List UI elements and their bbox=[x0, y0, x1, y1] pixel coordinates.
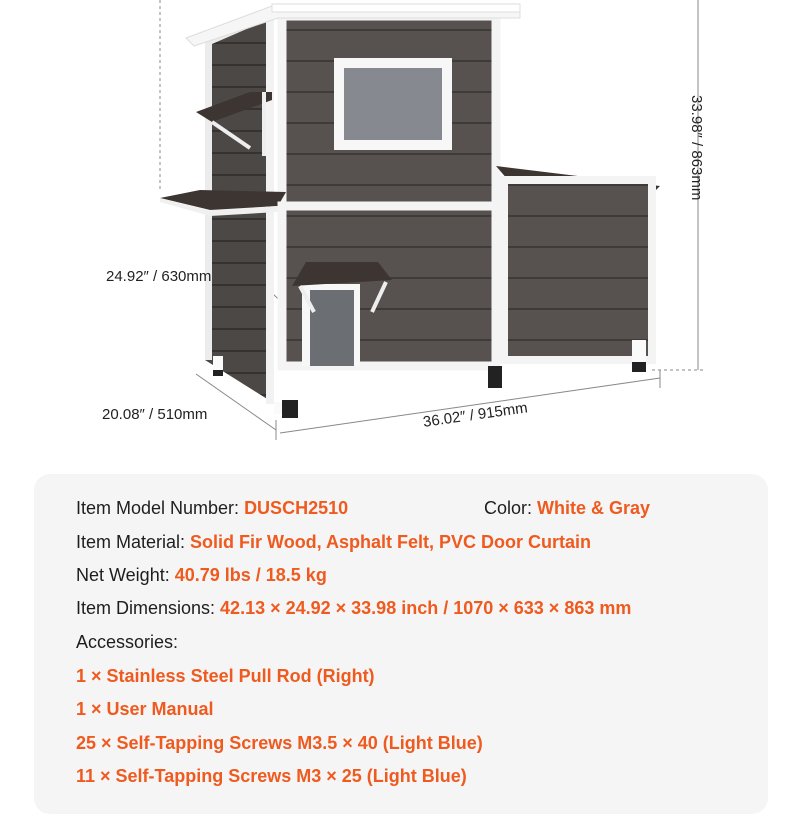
material-label: Item Material: bbox=[76, 532, 191, 552]
height-dimension-label: 33.98″ / 863mm bbox=[688, 95, 705, 201]
side-annex bbox=[496, 166, 660, 372]
weight-label: Net Weight: bbox=[76, 565, 175, 585]
depth-dimension-label: 20.08″ / 510mm bbox=[102, 406, 208, 423]
model-number-value: DUSCH2510 bbox=[244, 498, 349, 518]
accessory-item: 1 × User Manual bbox=[76, 699, 214, 719]
accessory-item: 25 × Self-Tapping Screws M3.5 × 40 (Light Blue) bbox=[76, 733, 483, 753]
dimensions-value: 42.13 × 24.92 × 33.98 inch / 1070 × 633 × 863 mm bbox=[220, 598, 632, 618]
platform-shelf bbox=[160, 190, 286, 216]
accessories-heading: Accessories: bbox=[76, 632, 179, 652]
model-number-row bbox=[76, 498, 348, 519]
width-dimension-label: 36.02″ / 915mm bbox=[422, 399, 529, 431]
weight-value: 40.79 lbs / 18.5 kg bbox=[174, 565, 327, 585]
lower-front-panel bbox=[282, 206, 502, 418]
weight-row bbox=[76, 565, 327, 586]
shelf-depth-dimension-label: 24.92″ / 630mm bbox=[106, 268, 212, 285]
color-label: Color: bbox=[484, 498, 538, 518]
color-value: White & Gray bbox=[537, 498, 651, 518]
accessory-item: 1 × Stainless Steel Pull Rod (Right) bbox=[76, 666, 375, 686]
model-number-label: Item Model Number: bbox=[76, 498, 245, 518]
dimensions-label: Item Dimensions: bbox=[76, 598, 221, 618]
material-row bbox=[76, 532, 591, 553]
material-value: Solid Fir Wood, Asphalt Felt, PVC Door Curtain bbox=[190, 532, 592, 552]
color-row bbox=[484, 498, 650, 519]
dimensions-row bbox=[76, 598, 631, 619]
accessory-item: 11 × Self-Tapping Screws M3 × 25 (Light Blue) bbox=[76, 766, 467, 786]
upper-front-panel bbox=[282, 16, 496, 212]
